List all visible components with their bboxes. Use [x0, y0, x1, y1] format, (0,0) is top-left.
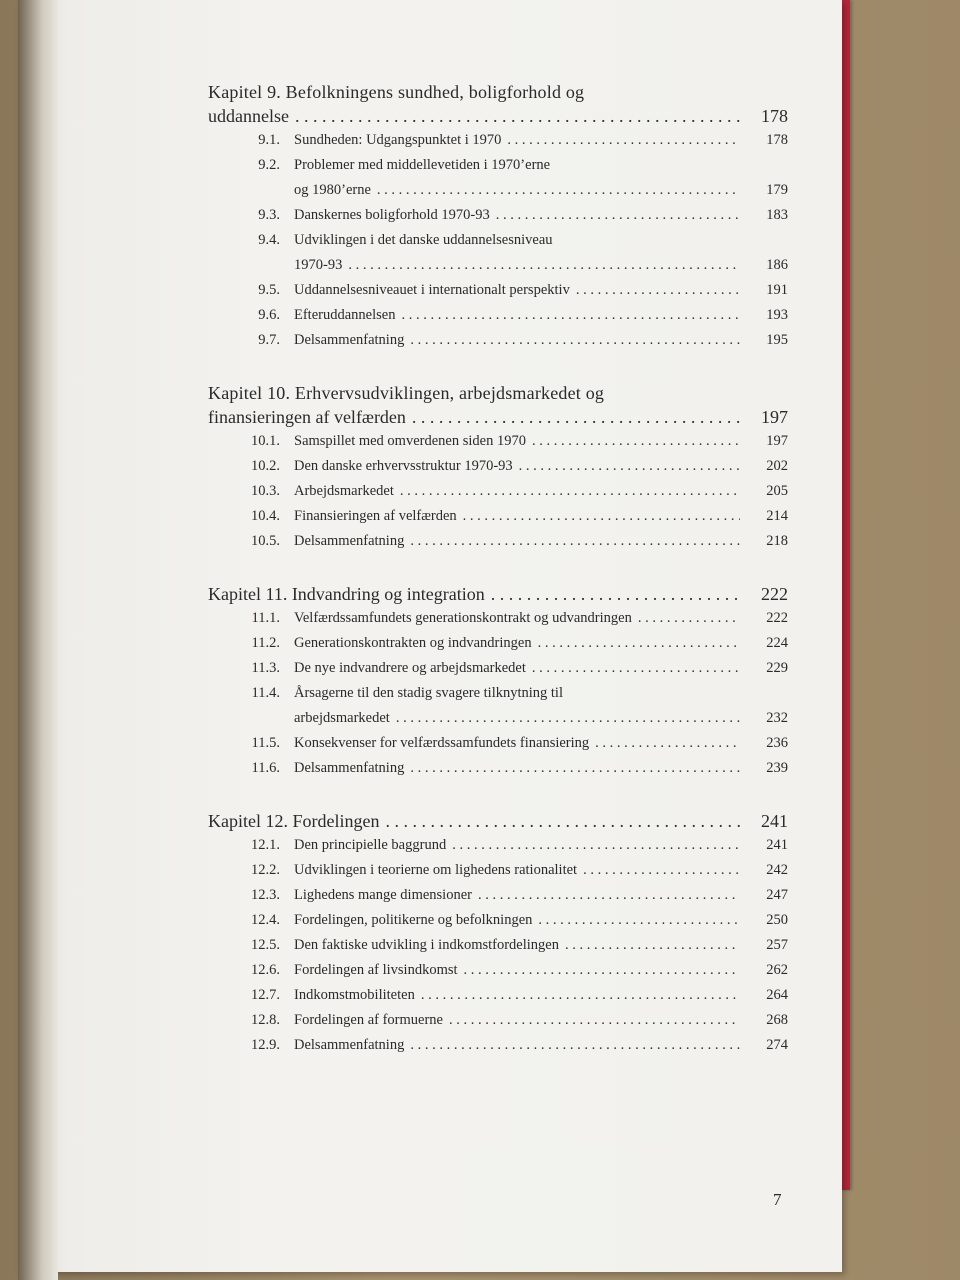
toc-entry [208, 1033, 788, 1058]
section-page-number: 257 [766, 937, 788, 953]
chapter-title-text: Kapitel 9. Befolkningens sundhed, boligforhold og [208, 82, 585, 102]
section-number: 12.9. [251, 1037, 280, 1053]
chapter-title-line [208, 405, 788, 429]
section-number: 11.5. [251, 735, 280, 751]
toc-entry [208, 203, 788, 228]
dot-leader [565, 933, 740, 958]
section-page-number: 202 [766, 458, 788, 474]
dot-leader [410, 328, 740, 353]
toc-entry [208, 529, 788, 554]
dot-leader [464, 958, 740, 983]
section-title: Årsagerne til den stadig svagere tilknytning til [294, 685, 563, 701]
dot-leader [410, 529, 740, 554]
section-title: Uddannelsesniveauet i internationalt perspektiv [294, 282, 570, 298]
dot-leader [491, 582, 740, 606]
toc-entry [208, 606, 788, 631]
chapter-page-number: 178 [761, 106, 788, 126]
section-title: Samspillet med omverdenen siden 1970 [294, 433, 526, 449]
section-number: 11.6. [251, 760, 280, 776]
chapter-title-line [208, 809, 788, 833]
section-page-number: 222 [766, 610, 788, 626]
section-number: 9.6. [258, 307, 280, 323]
section-title: Delsammenfatning [294, 760, 405, 776]
section-title: Udviklingen i teorierne om lighedens rationalitet [294, 862, 578, 878]
section-page-number: 197 [766, 433, 788, 449]
section-title: Fordelingen af formuerne [294, 1012, 443, 1028]
section-number: 11.3. [251, 660, 280, 676]
section-number: 12.8. [251, 1012, 280, 1028]
dot-leader [532, 429, 740, 454]
toc-entry [208, 479, 788, 504]
chapter-title-text: uddannelse [208, 106, 289, 126]
chapter-page-number: 241 [761, 811, 788, 831]
section-page-number: 224 [766, 635, 788, 651]
section-page-number: 262 [766, 962, 788, 978]
dot-leader [449, 1008, 740, 1033]
section-title: Fordelingen af livsindkomst [294, 962, 458, 978]
section-page-number: 239 [766, 760, 788, 776]
section-number: 12.1. [251, 837, 280, 853]
toc-chapter [208, 381, 788, 554]
section-page-number: 178 [766, 132, 788, 148]
section-title: Finansieringen af velfærden [294, 508, 457, 524]
toc-entry [208, 908, 788, 933]
toc-entry [208, 706, 788, 731]
dot-leader [507, 128, 740, 153]
section-title: Problemer med middellevetiden i 1970’erne [294, 157, 551, 173]
section-title: Fordelingen, politikerne og befolkningen [294, 912, 533, 928]
section-number: 10.4. [251, 508, 280, 524]
dot-leader [412, 405, 740, 429]
section-number: 11.4. [251, 685, 280, 701]
section-number: 12.3. [251, 887, 280, 903]
dot-leader [538, 908, 740, 933]
section-title: Delsammenfatning [294, 533, 405, 549]
toc-entry [208, 958, 788, 983]
dot-leader [348, 253, 740, 278]
section-title: Arbejdsmarkedet [294, 483, 394, 499]
section-title: arbejdsmarkedet [294, 710, 390, 726]
toc-entry [208, 731, 788, 756]
section-title: Udviklingen i det danske uddannelsesniveau [294, 232, 553, 248]
section-number: 12.6. [251, 962, 280, 978]
chapter-title-line [208, 80, 788, 104]
section-title: Den faktiske udvikling i indkomstfordelingen [294, 937, 559, 953]
dot-leader [519, 454, 740, 479]
section-page-number: 186 [766, 257, 788, 273]
section-number: 12.2. [251, 862, 280, 878]
section-title: 1970-93 [294, 257, 343, 273]
toc-entry [208, 328, 788, 353]
toc-entry [208, 178, 788, 203]
dot-leader [496, 203, 740, 228]
page-gutter [18, 0, 58, 1280]
section-title: Velfærdssamfundets generationskontrakt og udvandringen [294, 610, 632, 626]
toc-entry [208, 833, 788, 858]
section-page-number: 205 [766, 483, 788, 499]
section-page-number: 193 [766, 307, 788, 323]
section-title: Konsekvenser for velfærdssamfundets finansiering [294, 735, 590, 751]
section-title: Lighedens mange dimensioner [294, 887, 472, 903]
dot-leader [396, 706, 740, 731]
toc-chapter [208, 80, 788, 353]
dot-leader [576, 278, 740, 303]
section-page-number: 268 [766, 1012, 788, 1028]
section-title: Generationskontrakten og indvandringen [294, 635, 532, 651]
toc-entry [208, 656, 788, 681]
dot-leader [421, 983, 740, 1008]
section-number: 9.2. [258, 157, 280, 173]
section-page-number: 191 [766, 282, 788, 298]
chapter-page-number: 222 [761, 584, 788, 604]
section-page-number: 264 [766, 987, 788, 1003]
section-page-number: 241 [766, 837, 788, 853]
section-page-number: 183 [766, 207, 788, 223]
dot-leader [532, 656, 740, 681]
dot-leader [538, 631, 740, 656]
toc-entry [208, 278, 788, 303]
section-number: 10.3. [251, 483, 280, 499]
section-number: 12.7. [251, 987, 280, 1003]
dot-leader [463, 504, 740, 529]
section-page-number: 250 [766, 912, 788, 928]
section-number: 9.7. [258, 332, 280, 348]
chapter-title-line [208, 582, 788, 606]
toc-entry [208, 504, 788, 529]
dot-leader [410, 1033, 740, 1058]
section-number: 9.1. [258, 132, 280, 148]
dot-leader [638, 606, 740, 631]
section-title: Indkomstmobiliteten [294, 987, 415, 1003]
section-title: De nye indvandrere og arbejdsmarkedet [294, 660, 526, 676]
section-number: 12.4. [251, 912, 280, 928]
section-title: Sundheden: Udgangspunktet i 1970 [294, 132, 502, 148]
toc-entry [208, 253, 788, 278]
chapter-title-text: Kapitel 11. Indvandring og integration [208, 584, 485, 604]
dot-leader [595, 731, 740, 756]
section-page-number: 229 [766, 660, 788, 676]
chapter-page-number: 197 [761, 407, 788, 427]
page-folio: 7 [773, 1190, 782, 1209]
section-title: Delsammenfatning [294, 332, 405, 348]
section-title: og 1980’erne [294, 182, 371, 198]
dot-leader [401, 303, 740, 328]
toc-entry [208, 454, 788, 479]
toc-entry [208, 756, 788, 781]
section-page-number: 247 [766, 887, 788, 903]
section-page-number: 236 [766, 735, 788, 751]
section-number: 10.1. [251, 433, 280, 449]
dot-leader [478, 883, 740, 908]
chapter-title-text: Kapitel 10. Erhvervsudviklingen, arbejdsmarkedet og [208, 383, 605, 403]
section-title: Danskernes boligforhold 1970-93 [294, 207, 490, 223]
book-page [18, 0, 842, 1272]
toc-entry [208, 1008, 788, 1033]
dot-leader [583, 858, 740, 883]
section-title: Delsammenfatning [294, 1037, 405, 1053]
toc-entry [208, 631, 788, 656]
toc-entry [208, 128, 788, 153]
toc-entry [208, 858, 788, 883]
toc-entry [208, 983, 788, 1008]
section-number: 9.5. [258, 282, 280, 298]
toc-entry [208, 153, 788, 178]
dot-leader [410, 756, 740, 781]
chapter-title-line [208, 104, 788, 128]
toc-entry [208, 429, 788, 454]
section-page-number: 274 [766, 1037, 788, 1053]
section-number: 10.2. [251, 458, 280, 474]
dot-leader [385, 809, 740, 833]
chapter-title-text: Kapitel 12. Fordelingen [208, 811, 380, 831]
toc-chapter [208, 809, 788, 1058]
chapter-title-text: finansieringen af velfærden [208, 407, 406, 427]
table-of-contents [208, 80, 788, 1086]
toc-entry [208, 303, 788, 328]
section-page-number: 242 [766, 862, 788, 878]
section-page-number: 179 [766, 182, 788, 198]
section-page-number: 218 [766, 533, 788, 549]
section-title: Den principielle baggrund [294, 837, 447, 853]
section-page-number: 195 [766, 332, 788, 348]
section-number: 11.2. [251, 635, 280, 651]
section-title: Efteruddannelsen [294, 307, 396, 323]
toc-entry [208, 681, 788, 706]
toc-entry [208, 933, 788, 958]
toc-chapter [208, 582, 788, 781]
section-number: 12.5. [251, 937, 280, 953]
dot-leader [400, 479, 740, 504]
section-page-number: 214 [766, 508, 788, 524]
dot-leader [295, 104, 740, 128]
chapter-title-line [208, 381, 788, 405]
section-title: Den danske erhvervsstruktur 1970-93 [294, 458, 513, 474]
section-number: 9.4. [258, 232, 280, 248]
section-number: 9.3. [258, 207, 280, 223]
dot-leader [452, 833, 740, 858]
section-number: 10.5. [251, 533, 280, 549]
section-number: 11.1. [251, 610, 280, 626]
toc-entry [208, 883, 788, 908]
dot-leader [377, 178, 740, 203]
section-page-number: 232 [766, 710, 788, 726]
toc-entry [208, 228, 788, 253]
